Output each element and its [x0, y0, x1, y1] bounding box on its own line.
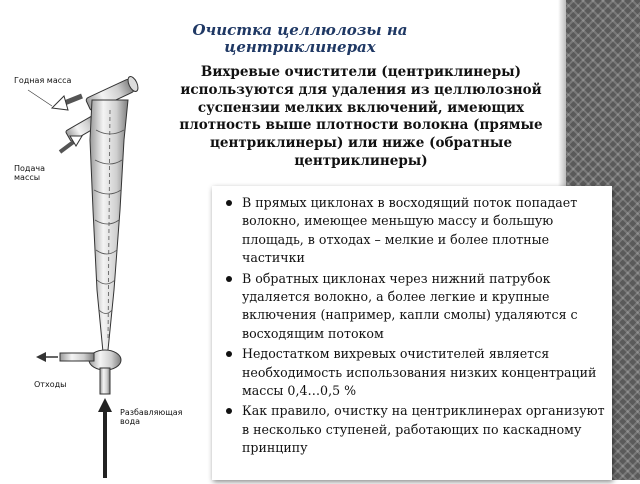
dilution-pipe — [100, 368, 110, 394]
bullet-panel — [212, 186, 612, 480]
slide-title: Очистка целлюлозы на центриклинерах — [192, 21, 408, 56]
bullet-item — [226, 345, 606, 400]
dilution-label: Разбавляющая вода — [120, 408, 183, 426]
centricleaner-diagram — [0, 60, 210, 480]
accepted-leader — [28, 90, 52, 106]
rejects-arrow — [36, 352, 58, 362]
bullet-text: В прямых циклонах в восходящий поток попадает волокно, имеющее меньшую массу и большую площадь, в отходах – мелкие и более плотные частички — [242, 195, 578, 266]
reject-pipe — [60, 353, 94, 361]
bullet-list — [212, 186, 612, 458]
bullet-item — [226, 402, 606, 457]
feed-arrow — [60, 136, 82, 152]
bullet-marker — [226, 351, 232, 357]
feed-label: Подача массы — [14, 164, 45, 182]
bullet-marker — [226, 200, 232, 206]
accepted-arrow — [52, 96, 82, 110]
rejects-label: Отходы — [34, 380, 67, 389]
bullet-text: В обратных циклонах через нижний патрубок удаляется волокно, а более легкие и крупные включения (например, капли смолы) удаляются с восходящим потоком — [242, 270, 578, 341]
cone-body — [90, 100, 128, 352]
bullet-marker — [226, 408, 232, 414]
bullet-text: Недостатком вихревых очистителей является необходимость использования низких концентраций массы 0,4…0,5 % — [242, 346, 597, 399]
bullet-item — [226, 270, 606, 344]
bullet-marker — [226, 276, 232, 282]
bullet-text: Как правило, очистку на центриклинерах организуют в несколько ступеней, работающих по каскадному принципу — [242, 403, 605, 456]
accepted-label: Годная масса — [14, 76, 72, 85]
bullet-item — [226, 194, 606, 268]
dilution-arrow — [98, 398, 112, 478]
slide-subtitle: Вихревые очистители (центриклинеры) используются для удаления из целлюлозной суспензии мелких включений, имеющих плотность выше плотности волокна (прямые центриклинеры) или ниже (обратные центриклинеры) — [179, 64, 543, 169]
